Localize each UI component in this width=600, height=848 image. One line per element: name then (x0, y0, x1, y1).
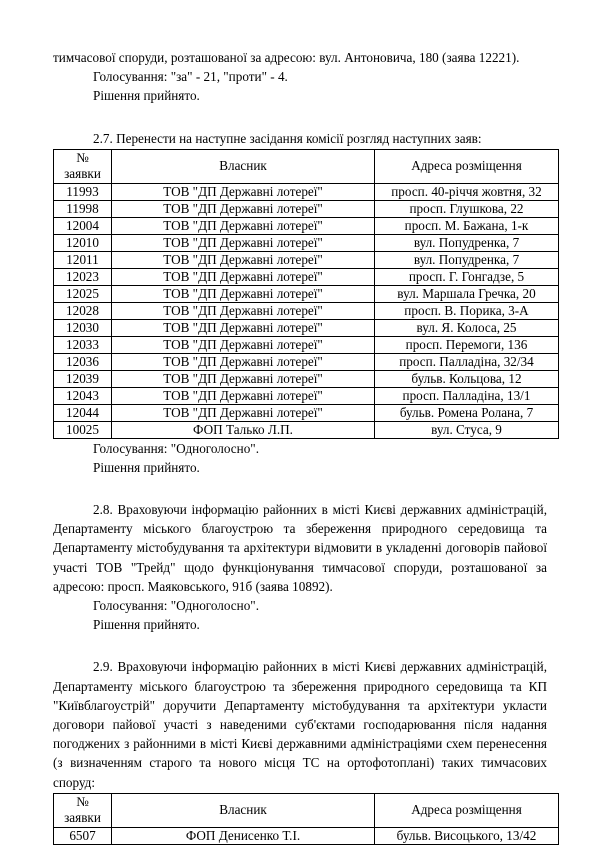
table-row (54, 268, 559, 285)
table-body-2-7 (54, 183, 559, 438)
table-row (54, 302, 559, 319)
column-header-num-line2: заявки (64, 166, 101, 182)
table-row (54, 404, 559, 421)
cell-owner: ТОВ "ДП Державні лотереї" (112, 200, 375, 217)
table-row (54, 421, 559, 438)
vote-line-2-7: Голосування: "Одноголосно". (93, 440, 259, 456)
cell-application-number: 10025 (54, 421, 112, 438)
table-row (54, 234, 559, 251)
table-row (54, 217, 559, 234)
spacer (53, 106, 547, 129)
cell-application-number: 12043 (54, 387, 112, 404)
cell-address: бульв. Висоцького, 13/42 (375, 827, 559, 844)
table-header-row (54, 149, 559, 183)
vote-line-2-8: Голосування: "Одноголосно". (93, 598, 259, 614)
spacer (53, 477, 547, 500)
cell-application-number: 12023 (54, 268, 112, 285)
cell-application-number: 12025 (54, 285, 112, 302)
cell-owner: ТОВ "ДП Державні лотереї" (112, 217, 375, 234)
table-row (54, 285, 559, 302)
section-2-8-body: 2.8. Враховуючи інформацію районних в місті Києві державних адміністрацій, Департаменту міського благоустрою та збереження природного середовища та Департаменту містобудування та архітектури відмовити в укладенні договорів пайової участі ТОВ "Трейд" щодо функціонування тимчасової споруди, розташованої за адресою: просп. Маяковського, 91б (заява 10892). (53, 502, 547, 594)
cell-address: просп. Палладіна, 32/34 (375, 353, 559, 370)
paragraph-continuation: тимчасової споруди, розташованої за адресою: вул. Антоновича, 180 (заява 12221). (53, 50, 520, 65)
column-header-num-line2: заявки (64, 810, 101, 826)
cell-owner: ТОВ "ДП Державні лотереї" (112, 404, 375, 421)
cell-owner: ТОВ "ДП Державні лотереї" (112, 387, 375, 404)
cell-application-number: 12030 (54, 319, 112, 336)
column-header-application-number (54, 793, 112, 827)
cell-application-number: 12036 (54, 353, 112, 370)
table-header-row (54, 793, 559, 827)
cell-owner: ТОВ "ДП Державні лотереї" (112, 302, 375, 319)
column-header-application-number (54, 149, 112, 183)
column-header-address: Адреса розміщення (375, 793, 559, 827)
table-row (54, 319, 559, 336)
decision-line-2-8: Рішення прийнято. (93, 617, 200, 633)
cell-application-number: 12039 (54, 370, 112, 387)
column-header-num-line1: № (76, 150, 89, 166)
cell-application-number: 12033 (54, 336, 112, 353)
table-section-2-9 (53, 793, 559, 845)
decision-line-2-7: Рішення прийнято. (93, 459, 200, 475)
cell-owner: ТОВ "ДП Державні лотереї" (112, 370, 375, 387)
table-row (54, 370, 559, 387)
cell-application-number: 6507 (54, 827, 112, 844)
cell-owner: ТОВ "ДП Державні лотереї" (112, 319, 375, 336)
table-row (54, 336, 559, 353)
table-body-2-9 (54, 827, 559, 844)
table-row (54, 183, 559, 200)
cell-application-number: 11993 (54, 183, 112, 200)
column-header-address: Адреса розміщення (375, 149, 559, 183)
cell-application-number: 11998 (54, 200, 112, 217)
cell-address: просп. Палладіна, 13/1 (375, 387, 559, 404)
cell-owner: ТОВ "ДП Державні лотереї" (112, 336, 375, 353)
table-row (54, 251, 559, 268)
cell-application-number: 12044 (54, 404, 112, 421)
cell-owner: ФОП Талько Л.П. (112, 421, 375, 438)
table-section-2-7 (53, 149, 559, 439)
cell-address: просп. М. Бажана, 1-к (375, 217, 559, 234)
cell-address: бульв. Ромена Ролана, 7 (375, 404, 559, 421)
spacer (53, 634, 547, 657)
cell-address: просп. В. Порика, 3-А (375, 302, 559, 319)
table-header (54, 793, 559, 827)
cell-application-number: 12011 (54, 251, 112, 268)
cell-address: просп. Перемоги, 136 (375, 336, 559, 353)
cell-owner: ТОВ "ДП Державні лотереї" (112, 183, 375, 200)
cell-address: вул. Я. Колоса, 25 (375, 319, 559, 336)
cell-address: просп. Г. Гонгадзе, 5 (375, 268, 559, 285)
cell-address: просп. 40-річчя жовтня, 32 (375, 183, 559, 200)
cell-owner: ФОП Денисенко Т.І. (112, 827, 375, 844)
table-header (54, 149, 559, 183)
section-2-9-body: 2.9. Враховуючи інформацію районних в місті Києві державних адміністрацій, Департаменту міського благоустрою та збереження природного середовища та КП "Київблагоустрій" доручити Департаменту містобудування та архітектури укласти договори пайової участі з наведеними суб'єктами господарювання після надання погоджених з районними в місті Києві державними адміністраціями схем перенесення (з визначенням старого та нового місця ТС на ортофотоплані) таких тимчасових споруд: (53, 659, 547, 790)
cell-owner: ТОВ "ДП Державні лотереї" (112, 251, 375, 268)
column-header-owner: Власник (112, 793, 375, 827)
cell-address: бульв. Кольцова, 12 (375, 370, 559, 387)
section-2-7-caption: 2.7. Перенести на наступне засідання комісії розгляд наступних заяв: (93, 130, 482, 146)
table-row (54, 827, 559, 844)
cell-owner: ТОВ "ДП Державні лотереї" (112, 353, 375, 370)
cell-application-number: 12028 (54, 302, 112, 319)
cell-owner: ТОВ "ДП Державні лотереї" (112, 268, 375, 285)
cell-application-number: 12010 (54, 234, 112, 251)
cell-owner: ТОВ "ДП Державні лотереї" (112, 285, 375, 302)
column-header-owner: Власник (112, 149, 375, 183)
decision-line-2-6: Рішення прийнято. (93, 88, 200, 104)
cell-address: вул. Попудренка, 7 (375, 234, 559, 251)
cell-owner: ТОВ "ДП Державні лотереї" (112, 234, 375, 251)
table-row (54, 353, 559, 370)
vote-line-2-6: Голосування: "за" - 21, "проти" - 4. (93, 69, 288, 85)
cell-address: вул. Стуса, 9 (375, 421, 559, 438)
column-header-num-line1: № (76, 794, 89, 810)
cell-address: вул. Маршала Гречка, 20 (375, 285, 559, 302)
cell-application-number: 12004 (54, 217, 112, 234)
cell-address: просп. Глушкова, 22 (375, 200, 559, 217)
table-row (54, 387, 559, 404)
cell-address: вул. Попудренка, 7 (375, 251, 559, 268)
table-row (54, 200, 559, 217)
